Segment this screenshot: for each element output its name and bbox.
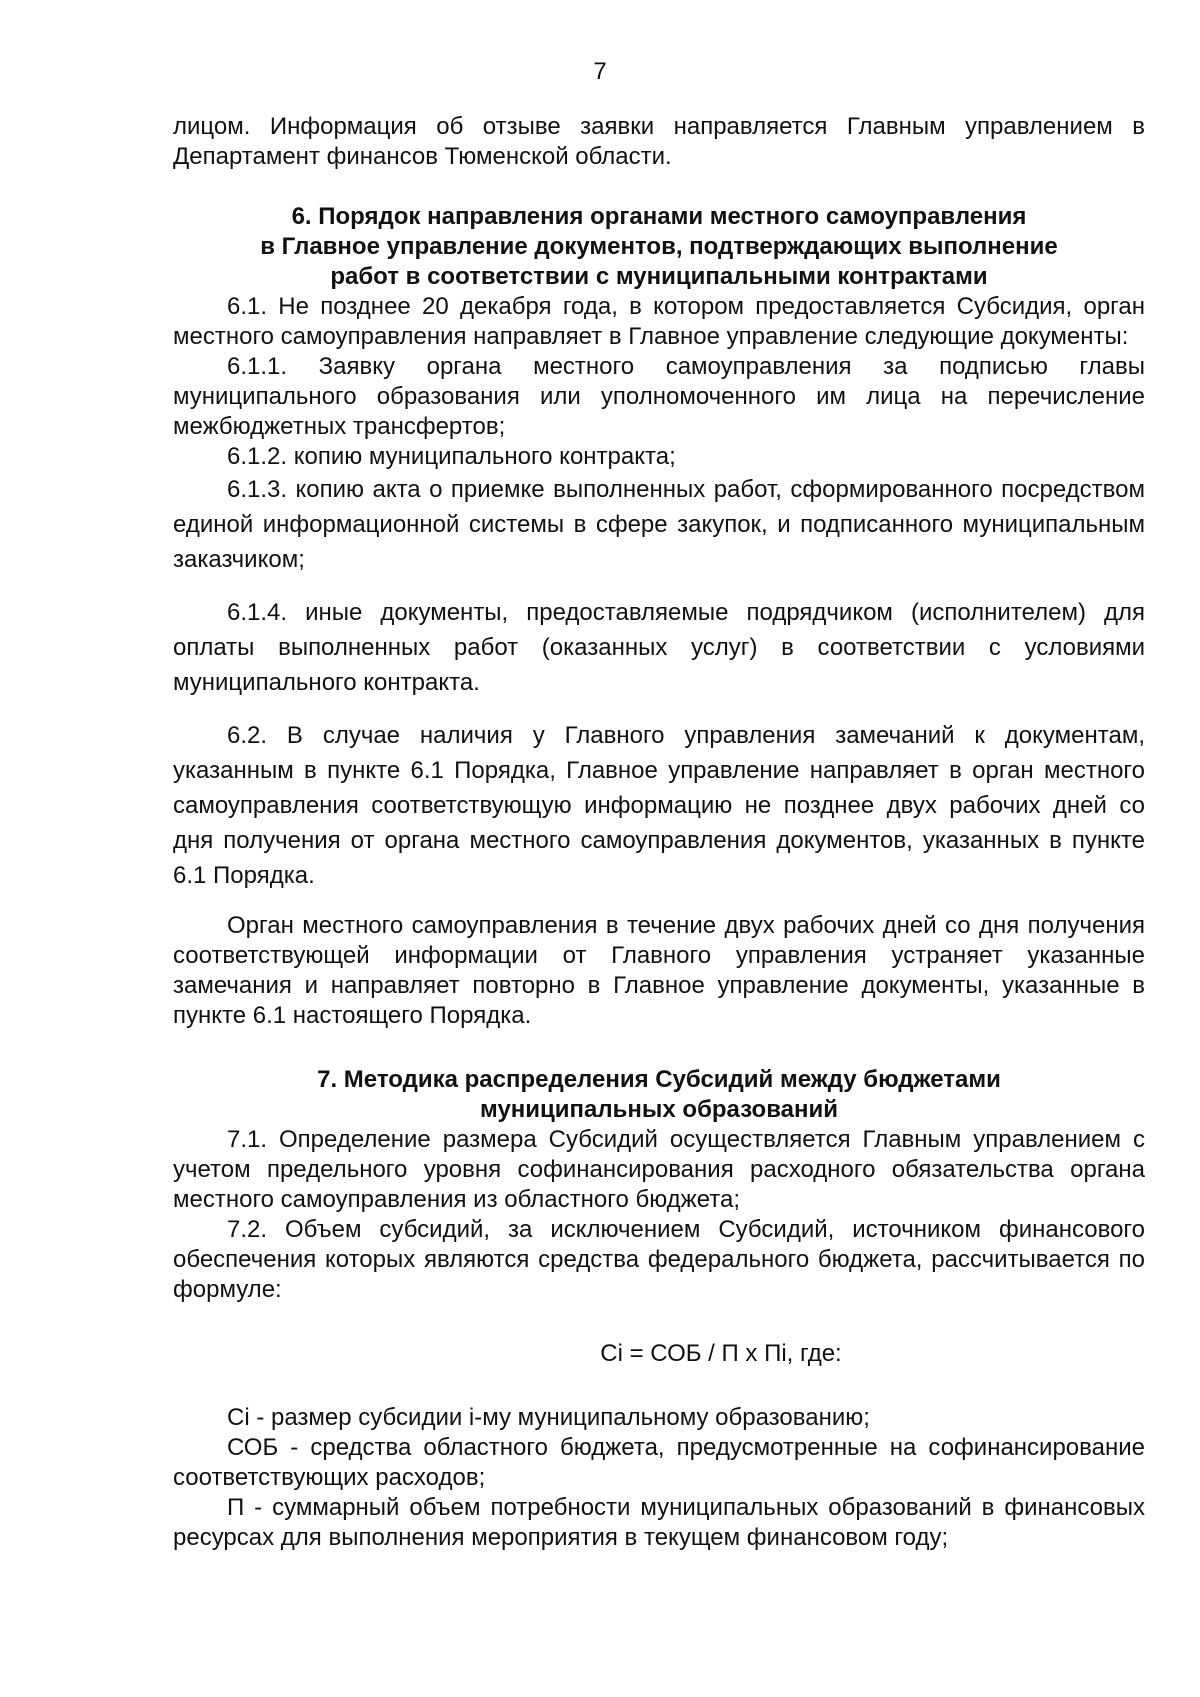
section-6-heading-line-3: работ в соответствии с муниципальными контрактами bbox=[330, 263, 988, 290]
paragraph-intro: лицом. Информация об отзыве заявки направляется Главным управлением в Департамент финансов Тюменской области. bbox=[173, 113, 1145, 170]
definition-ci: Ci - размер субсидии i-му муниципальному образованию; bbox=[227, 1404, 870, 1431]
section-6-heading-line-1: 6. Порядок направления органами местного самоуправления bbox=[291, 203, 1027, 230]
paragraph-6-1-3: 6.1.3. копию акта о приемке выполненных работ, сформированного посредством единой информационной системы в сфере закупок, и подписанного муниципальным заказчиком; bbox=[173, 476, 1145, 573]
paragraph-6-1: 6.1. Не позднее 20 декабря года, в котором предоставляется Субсидия, орган местного самоуправления направляет в Главное управление следующие документы: bbox=[173, 293, 1145, 350]
paragraph-7-1: 7.1. Определение размера Субсидий осуществляется Главным управлением с учетом предельного уровня софинансирования расходного обязательства органа местного самоуправления из областного бюджета; bbox=[173, 1126, 1145, 1213]
definition-p: П - суммарный объем потребности муниципальных образований в финансовых ресурсах для выполнения мероприятия в текущем финансовом году; bbox=[173, 1494, 1145, 1551]
document-body bbox=[173, 112, 1145, 1553]
section-7-heading-line-2: муниципальных образований bbox=[480, 1096, 838, 1123]
page-number: 7 bbox=[593, 58, 607, 85]
paragraph-6-2-continuation: Орган местного самоуправления в течение двух рабочих дней со дня получения соответствующей информации от Главного управления устраняет указанные замечания и направляет повторно в Главное управление документы, указанные в пункте 6.1 настоящего Порядка. bbox=[173, 912, 1145, 1029]
paragraph-6-1-2: 6.1.2. копию муниципального контракта; bbox=[227, 443, 676, 470]
section-7-heading-line-1: 7. Методика распределения Субсидий между бюджетами bbox=[317, 1066, 1001, 1093]
section-6-heading bbox=[173, 202, 1145, 292]
paragraph-6-1-4: 6.1.4. иные документы, предоставляемые подрядчиком (исполнителем) для оплаты выполненных работ (оказанных услуг) в соответствии с условиями муниципального контракта. bbox=[173, 599, 1145, 696]
paragraph-7-2: 7.2. Объем субсидий, за исключением Субсидий, источником финансового обеспечения которых являются средства федерального бюджета, рассчитывается по формуле: bbox=[173, 1216, 1145, 1303]
paragraph-6-1-1: 6.1.1. Заявку органа местного самоуправления за подписью главы муниципального образования или уполномоченного им лица на перечисление межбюджетных трансфертов; bbox=[173, 353, 1145, 440]
definition-sob: СОБ - средства областного бюджета, предусмотренные на софинансирование соответствующих расходов; bbox=[173, 1434, 1145, 1491]
formula: Ci = СОБ / П x Пi, где: bbox=[600, 1340, 842, 1367]
section-7-heading bbox=[173, 1065, 1145, 1125]
section-6-heading-line-2: в Главное управление документов, подтверждающих выполнение bbox=[260, 233, 1058, 260]
paragraph-6-2: 6.2. В случае наличия у Главного управления замечаний к документам, указанным в пункте 6.1 Порядка, Главное управление направляет в орган местного самоуправления соответствующую информацию не позднее двух рабочих дней со дня получения от органа местного самоуправления документов, указанных в пункте 6.1 Порядка. bbox=[173, 722, 1145, 889]
